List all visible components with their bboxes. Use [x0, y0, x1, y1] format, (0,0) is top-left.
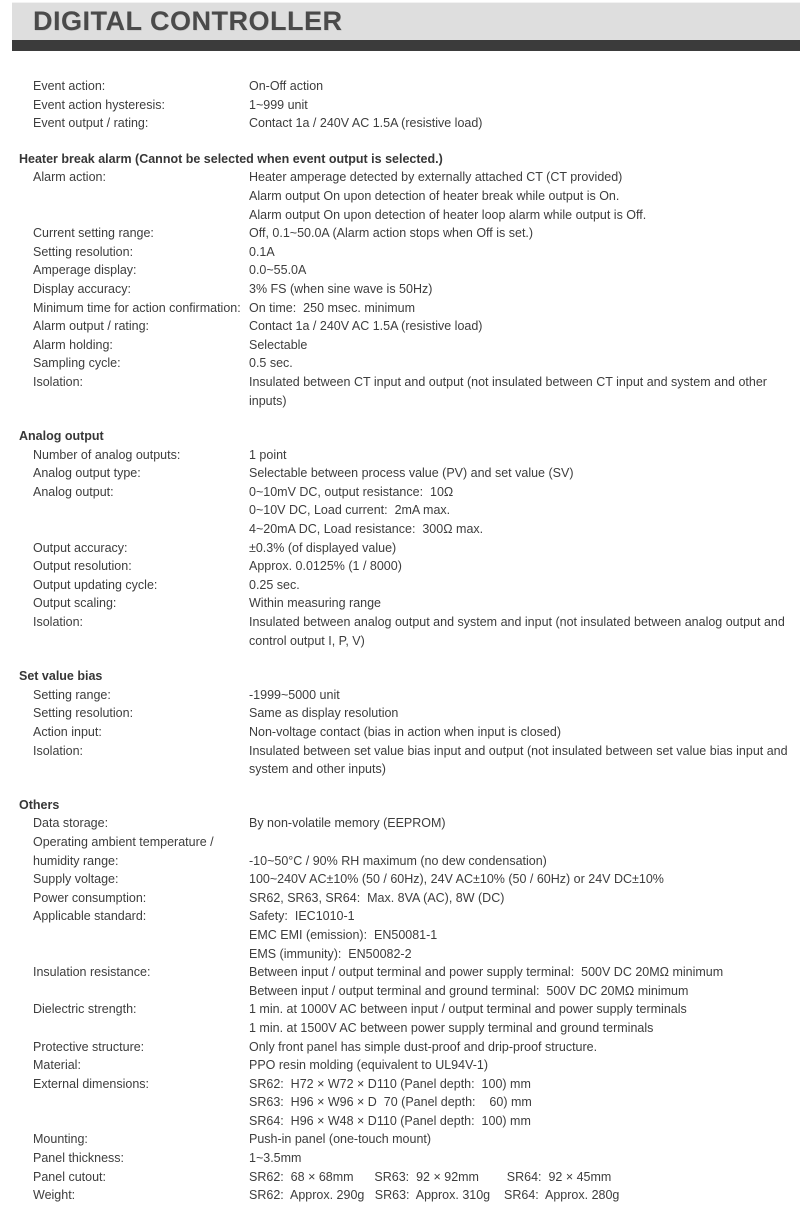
- spec-row: [0, 354, 800, 373]
- spec-label: Sampling cycle:: [33, 356, 121, 371]
- title-banner: [12, 2, 800, 40]
- spec-value-line: Contact 1a / 240V AC 1.5A (resistive load): [249, 116, 483, 131]
- spec-label: Material:: [33, 1058, 81, 1073]
- spec-value-line: On-Off action: [249, 79, 324, 93]
- spec-label: Action input:: [33, 725, 102, 739]
- spec-label: Panel cutout:: [33, 1169, 106, 1184]
- spec-label: Current setting range:: [33, 226, 154, 241]
- spec-value: [249, 686, 800, 705]
- spec-value: [249, 613, 800, 650]
- spec-label: Applicable standard:: [33, 909, 147, 924]
- spec-label: Insulation resistance:: [33, 965, 151, 980]
- spec-value: [249, 243, 800, 262]
- spec-value-line: Only front panel has simple dust-proof and drip-proof structure.: [249, 1039, 598, 1054]
- spec-row: [0, 96, 800, 115]
- section-heading: Heater break alarm (Cannot be selected when event output is selected.): [19, 151, 443, 166]
- header-divider-bar: [12, 40, 800, 51]
- spec-label: Alarm output / rating:: [33, 319, 150, 334]
- spec-label: Operating ambient temperature /: [33, 834, 214, 849]
- spec-value-line: control output I, P, V): [249, 633, 365, 648]
- spec-section: [0, 150, 800, 410]
- spec-label: Alarm action:: [33, 170, 106, 185]
- spec-value: [249, 114, 800, 133]
- spec-row: [0, 907, 800, 963]
- spec-row: [0, 539, 800, 558]
- spec-value-line: Selectable between process value (PV) and set value (SV): [249, 466, 574, 481]
- spec-label: Setting range:: [33, 687, 111, 702]
- spec-value: [249, 814, 800, 833]
- spec-value-line: 0.0~55.0A: [249, 263, 307, 278]
- spec-value-line: -10~50°C / 90% RH maximum (no dew condensation): [249, 853, 547, 868]
- spec-row: [0, 594, 800, 613]
- spec-value: [249, 1056, 800, 1075]
- spec-row: [0, 613, 800, 650]
- spec-value-line: Between input / output terminal and ground terminal: 500V DC 20MΩ minimum: [249, 983, 689, 998]
- spec-row: [0, 464, 800, 483]
- spec-value-line: 1~3.5mm: [249, 1151, 302, 1166]
- spec-row: [0, 1038, 800, 1057]
- page-title: DIGITAL CONTROLLER: [33, 6, 343, 36]
- spec-label: Event action:: [33, 79, 106, 93]
- spec-label: Event output / rating:: [33, 116, 149, 131]
- spec-value: [249, 704, 800, 723]
- spec-value-line: Off, 0.1~50.0A (Alarm action stops when Off is set.): [249, 226, 534, 241]
- spec-value: [249, 1075, 800, 1131]
- spec-value: [249, 1038, 800, 1057]
- spec-value: [249, 907, 800, 963]
- section-heading: Others: [19, 797, 60, 812]
- spec-row: [0, 261, 800, 280]
- spec-label: Event action hysteresis:: [33, 97, 166, 112]
- spec-value-line: 1 min. at 1500V AC between power supply terminal and ground terminals: [249, 1020, 654, 1035]
- spec-row: [0, 336, 800, 355]
- spec-value-line: system and other inputs): [249, 762, 386, 777]
- spec-value-line: Push-in panel (one-touch mount): [249, 1132, 432, 1147]
- spec-label: External dimensions:: [33, 1076, 150, 1091]
- spec-value-line: On time: 250 msec. minimum: [249, 300, 416, 315]
- spec-label: Supply voltage:: [33, 872, 119, 887]
- spec-value: [249, 354, 800, 373]
- spec-value: [249, 723, 800, 742]
- spec-row: [0, 704, 800, 723]
- spec-label: Analog output type:: [33, 466, 141, 481]
- spec-label: Isolation:: [33, 743, 84, 758]
- spec-value: [249, 1000, 800, 1037]
- spec-row: [0, 114, 800, 133]
- spec-row: [0, 963, 800, 1000]
- spec-sheet: [0, 51, 800, 1205]
- spec-value-line: Safety: IEC1010-1: [249, 909, 355, 924]
- spec-value: [249, 889, 800, 908]
- spec-row: [0, 870, 800, 889]
- spec-value-line: Approx. 0.0125% (1 / 8000): [249, 559, 402, 574]
- spec-value-line: 3% FS (when sine wave is 50Hz): [249, 281, 433, 296]
- spec-row: [0, 1168, 800, 1187]
- spec-row: [0, 557, 800, 576]
- spec-value: [249, 261, 800, 280]
- spec-value: [249, 557, 800, 576]
- spec-label: Panel thickness:: [33, 1151, 125, 1166]
- spec-row: [0, 814, 800, 833]
- spec-value: [249, 317, 800, 336]
- spec-value-line: PPO resin molding (equivalent to UL94V-1): [249, 1058, 489, 1073]
- spec-label: Dielectric strength:: [33, 1002, 137, 1017]
- spec-value: [249, 446, 800, 465]
- spec-label: Protective structure:: [33, 1039, 145, 1054]
- spec-value-line: SR63: H96 × W96 × D 70 (Panel depth: 60) mm: [249, 1095, 532, 1110]
- spec-value-line: Alarm output On upon detection of heater break while output is On.: [249, 188, 620, 203]
- spec-row: [0, 1149, 800, 1168]
- spec-section: [0, 77, 800, 133]
- spec-row: [0, 1056, 800, 1075]
- spec-value-line: Between input / output terminal and power supply terminal: 500V DC 20MΩ minimum: [249, 965, 724, 980]
- spec-row: [0, 77, 800, 96]
- spec-value-line: Insulated between CT input and output (not insulated between CT input and system and other inputs): [249, 374, 771, 408]
- spec-value: [249, 539, 800, 558]
- spec-row: [0, 1130, 800, 1149]
- spec-value: [249, 168, 800, 224]
- spec-value: [249, 1130, 800, 1149]
- spec-row: [0, 446, 800, 465]
- spec-value: [249, 963, 800, 1000]
- spec-value: [249, 373, 800, 410]
- spec-value: [249, 299, 800, 318]
- spec-value: [249, 1168, 800, 1187]
- spec-label: Setting resolution:: [33, 706, 134, 721]
- section-heading: Analog output: [19, 429, 104, 444]
- spec-value-line: 1 min. at 1000V AC between input / output terminal and power supply terminals: [249, 1002, 687, 1017]
- spec-label: Isolation:: [33, 374, 84, 389]
- spec-section: [0, 796, 800, 1205]
- spec-row: [0, 1000, 800, 1037]
- spec-label: Alarm holding:: [33, 337, 113, 352]
- spec-row: [0, 317, 800, 336]
- spec-label: Number of analog outputs:: [33, 447, 181, 462]
- spec-value: [249, 1186, 800, 1205]
- spec-value: [249, 280, 800, 299]
- spec-value-line: Insulated between set value bias input and output (not insulated between set value bias input and: [249, 743, 788, 758]
- spec-value-line: 0.25 sec.: [249, 577, 300, 592]
- spec-value-line: 0~10mV DC, output resistance: 10Ω: [249, 484, 454, 499]
- spec-value: [249, 1149, 800, 1168]
- spec-row: [0, 224, 800, 243]
- spec-value-line: 4~20mA DC, Load resistance: 300Ω max.: [249, 522, 484, 537]
- spec-label: Data storage:: [33, 816, 109, 831]
- page-header: [12, 2, 800, 51]
- spec-section: [0, 427, 800, 650]
- spec-value: [249, 852, 800, 871]
- spec-value-line: ±0.3% (of displayed value): [249, 540, 397, 555]
- spec-label: Amperage display:: [33, 263, 137, 278]
- spec-row: [0, 280, 800, 299]
- spec-value: [249, 594, 800, 613]
- spec-value: [249, 870, 800, 889]
- spec-label: Output resolution:: [33, 559, 132, 574]
- spec-value: [249, 833, 800, 852]
- spec-label: Setting resolution:: [33, 244, 134, 259]
- spec-label: humidity range:: [33, 853, 119, 868]
- spec-row: [0, 483, 800, 539]
- spec-value: [249, 483, 800, 539]
- spec-row: [0, 168, 800, 224]
- spec-value-line: SR62: H72 × W72 × D110 (Panel depth: 100) mm: [249, 1076, 531, 1091]
- spec-row: [0, 243, 800, 262]
- spec-value-line: Insulated between analog output and system and input (not insulated between analog output and: [249, 615, 785, 630]
- spec-row: [0, 373, 800, 410]
- spec-label: Weight:: [33, 1188, 76, 1203]
- spec-value: [249, 576, 800, 595]
- spec-value: [249, 742, 800, 779]
- spec-label: Isolation:: [33, 615, 84, 630]
- spec-value: [249, 224, 800, 243]
- spec-value-line: EMS (immunity): EN50082-2: [249, 946, 412, 961]
- spec-row: [0, 833, 800, 852]
- spec-value-line: 1~999 unit: [249, 97, 308, 112]
- spec-row: [0, 1186, 800, 1205]
- spec-label: Mounting:: [33, 1132, 88, 1147]
- spec-row: [0, 889, 800, 908]
- spec-row: [0, 576, 800, 595]
- spec-value-line: Within measuring range: [249, 596, 382, 611]
- spec-label: Output accuracy:: [33, 540, 128, 555]
- section-heading: Set value bias: [19, 669, 103, 684]
- spec-value-line: Non-voltage contact (bias in action when input is closed): [249, 725, 561, 739]
- spec-row: [0, 299, 800, 318]
- spec-value-line: Alarm output On upon detection of heater loop alarm while output is Off.: [249, 207, 647, 222]
- spec-label: Analog output:: [33, 484, 114, 499]
- spec-label: Output scaling:: [33, 596, 117, 611]
- spec-value-line: Selectable: [249, 337, 308, 352]
- spec-value-line: 0~10V DC, Load current: 2mA max.: [249, 503, 451, 518]
- spec-value-line: 1 point: [249, 447, 287, 462]
- spec-value-line: 0.5 sec.: [249, 356, 293, 371]
- spec-label: Display accuracy:: [33, 281, 131, 296]
- spec-row: [0, 723, 800, 742]
- spec-value: [249, 464, 800, 483]
- spec-value-line: Same as display resolution: [249, 706, 399, 721]
- spec-label: Power consumption:: [33, 890, 147, 905]
- spec-value-line: 0.1A: [249, 244, 275, 259]
- spec-label: Output updating cycle:: [33, 577, 158, 592]
- spec-value-line: EMC EMI (emission): EN50081-1: [249, 927, 438, 942]
- spec-value: [249, 96, 800, 115]
- spec-value: [249, 336, 800, 355]
- spec-value-line: SR62: 68 × 68mm SR63: 92 × 92mm SR64: 92 × 45mm: [249, 1169, 612, 1184]
- spec-value: [249, 77, 800, 96]
- spec-value-line: Heater amperage detected by externally attached CT (CT provided): [249, 170, 623, 185]
- spec-value-line: Contact 1a / 240V AC 1.5A (resistive load): [249, 319, 483, 334]
- spec-row: [0, 686, 800, 705]
- spec-value-line: SR62, SR63, SR64: Max. 8VA (AC), 8W (DC): [249, 890, 505, 905]
- spec-value-line: 100~240V AC±10% (50 / 60Hz), 24V AC±10% (50 / 60Hz) or 24V DC±10%: [249, 872, 664, 887]
- spec-value-line: SR64: H96 × W48 × D110 (Panel depth: 100) mm: [249, 1113, 531, 1128]
- spec-label: Minimum time for action confirmation:: [33, 300, 241, 315]
- spec-section: [0, 667, 800, 779]
- spec-value-line: SR62: Approx. 290g SR63: Approx. 310g SR64: Approx. 280g: [249, 1188, 620, 1203]
- spec-value-line: -1999~5000 unit: [249, 687, 340, 702]
- spec-row: [0, 742, 800, 779]
- spec-row: [0, 852, 800, 871]
- spec-row: [0, 1075, 800, 1131]
- spec-value-line: By non-volatile memory (EEPROM): [249, 816, 446, 831]
